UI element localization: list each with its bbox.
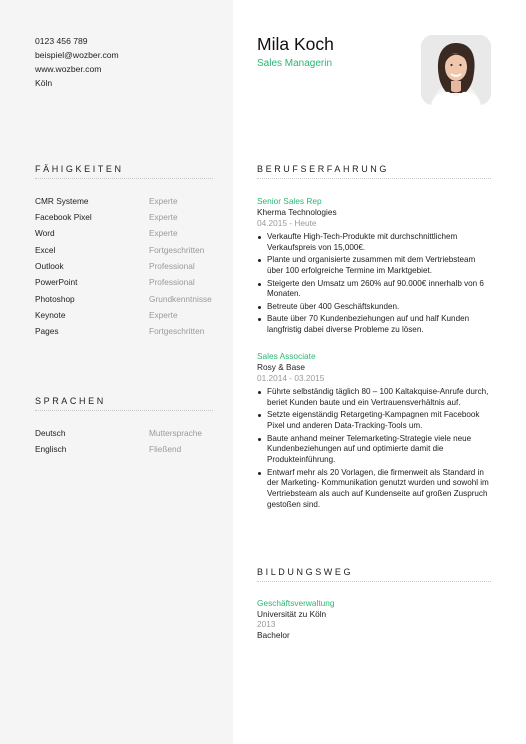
job-title: Senior Sales Rep [257, 196, 322, 206]
skill-level: Experte [149, 196, 178, 206]
skill-name: Pages [35, 326, 59, 336]
job-bullet: Verkaufte High-Tech-Produkte mit durchschnittlichem Verkaufspreis von 15,000€. [257, 232, 493, 254]
education-year: 2013 [257, 619, 276, 629]
skill-name: PowerPoint [35, 277, 78, 287]
skill-level: Professional [149, 277, 195, 287]
skill-row [35, 277, 213, 293]
profile-photo-image [421, 35, 491, 105]
language-row [35, 428, 213, 444]
skill-row [35, 326, 213, 342]
skill-level: Experte [149, 212, 178, 222]
skill-row [35, 196, 213, 212]
skill-row [35, 228, 213, 244]
skill-level: Experte [149, 310, 178, 320]
skill-row [35, 245, 213, 261]
job-bullets [257, 387, 493, 511]
skills-divider [35, 178, 213, 179]
job-bullet: Baute über 70 Kundenbeziehungen auf und half Kunden langfristig dabei diverse Probleme zu lösen. [257, 314, 493, 336]
skill-level: Professional [149, 261, 195, 271]
language-name: Deutsch [35, 428, 66, 438]
languages-divider [35, 410, 213, 411]
skill-name: Photoshop [35, 294, 75, 304]
contact-block [35, 34, 119, 90]
education-school: Universität zu Köln [257, 608, 327, 619]
skill-row [35, 261, 213, 277]
job-date: 01.2014 - 03.2015 [257, 373, 325, 383]
contact-website: www.wozber.com [35, 64, 102, 74]
job-bullet: Plante und organisierte zusammen mit dem Vertriebsteam über 100 erfolgreiche Termine im Marktgebiet. [257, 255, 493, 277]
language-level: Muttersprache [149, 428, 203, 438]
skill-row [35, 310, 213, 326]
skill-name: Outlook [35, 261, 64, 271]
skill-name: Word [35, 228, 55, 238]
job-bullet: Setzte eigenständig Retargeting-Kampagnen mit Facebook Pixel und anderen Data-Tracking-Tools um. [257, 410, 493, 432]
skill-level: Grundkenntnisse [149, 294, 212, 304]
job-bullet: Steigerte den Umsatz um 260% auf 90.000€ innerhalb von 6 Monaten. [257, 279, 493, 301]
languages-heading: SPRACHEN [35, 396, 106, 406]
education-degree: Bachelor [257, 629, 290, 640]
job-bullet: Baute anhand meiner Telemarketing-Strategie viele neue Kundenbeziehungen auf und optimierte damit die Produkteinführung. [257, 434, 493, 466]
skill-row [35, 212, 213, 228]
skill-level: Fortgeschritten [149, 245, 205, 255]
job-bullet: Entwarf mehr als 20 Vorlagen, die firmenweit als Standard in der Marketing- Kommunikation genutzt wurden und sowohl im Vertriebsteam als auch auf Kundenseite auf großen Zuspruch gestoßen sind. [257, 468, 493, 511]
skill-level: Experte [149, 228, 178, 238]
skill-name: Excel [35, 245, 56, 255]
job-bullets [257, 232, 493, 336]
contact-phone: 0123 456 789 [35, 36, 88, 46]
education-divider [257, 581, 491, 582]
language-name: Englisch [35, 444, 67, 454]
contact-email: beispiel@wozber.com [35, 50, 119, 60]
profile-photo [421, 35, 491, 105]
language-level: Fließend [149, 444, 182, 454]
language-row [35, 444, 213, 460]
job-company: Kherma Technologies [257, 207, 337, 217]
experience-heading: BERUFSERFAHRUNG [257, 164, 390, 174]
sidebar [0, 0, 233, 744]
education-entry [257, 598, 493, 640]
contact-city: Köln [35, 78, 53, 88]
job-company: Rosy & Base [257, 362, 305, 372]
job-bullet: Führte selbständig täglich 80 – 100 Kaltakquise-Anrufe durch, beriet Kunden baute und ein Vertrauensverhältnis auf. [257, 387, 493, 409]
skill-name: Facebook Pixel [35, 212, 92, 222]
job-date: 04.2015 - Heute [257, 218, 317, 228]
experience-divider [257, 178, 491, 179]
job-title: Sales Associate [257, 351, 316, 361]
candidate-title: Sales Managerin [257, 58, 333, 69]
skill-level: Fortgeschritten [149, 326, 205, 336]
education-field: Geschäftsverwaltung [257, 598, 335, 608]
skill-name: CMR Systeme [35, 196, 89, 206]
skill-row [35, 294, 213, 310]
skill-name: Keynote [35, 310, 66, 320]
skills-heading: FÄHIGKEITEN [35, 164, 124, 174]
job-entry [257, 196, 493, 338]
candidate-name: Mila Koch [257, 34, 334, 54]
job-entry [257, 351, 493, 513]
job-bullet: Betreute über 400 Geschäftskunden. [257, 302, 493, 313]
education-heading: BILDUNGSWEG [257, 567, 354, 577]
